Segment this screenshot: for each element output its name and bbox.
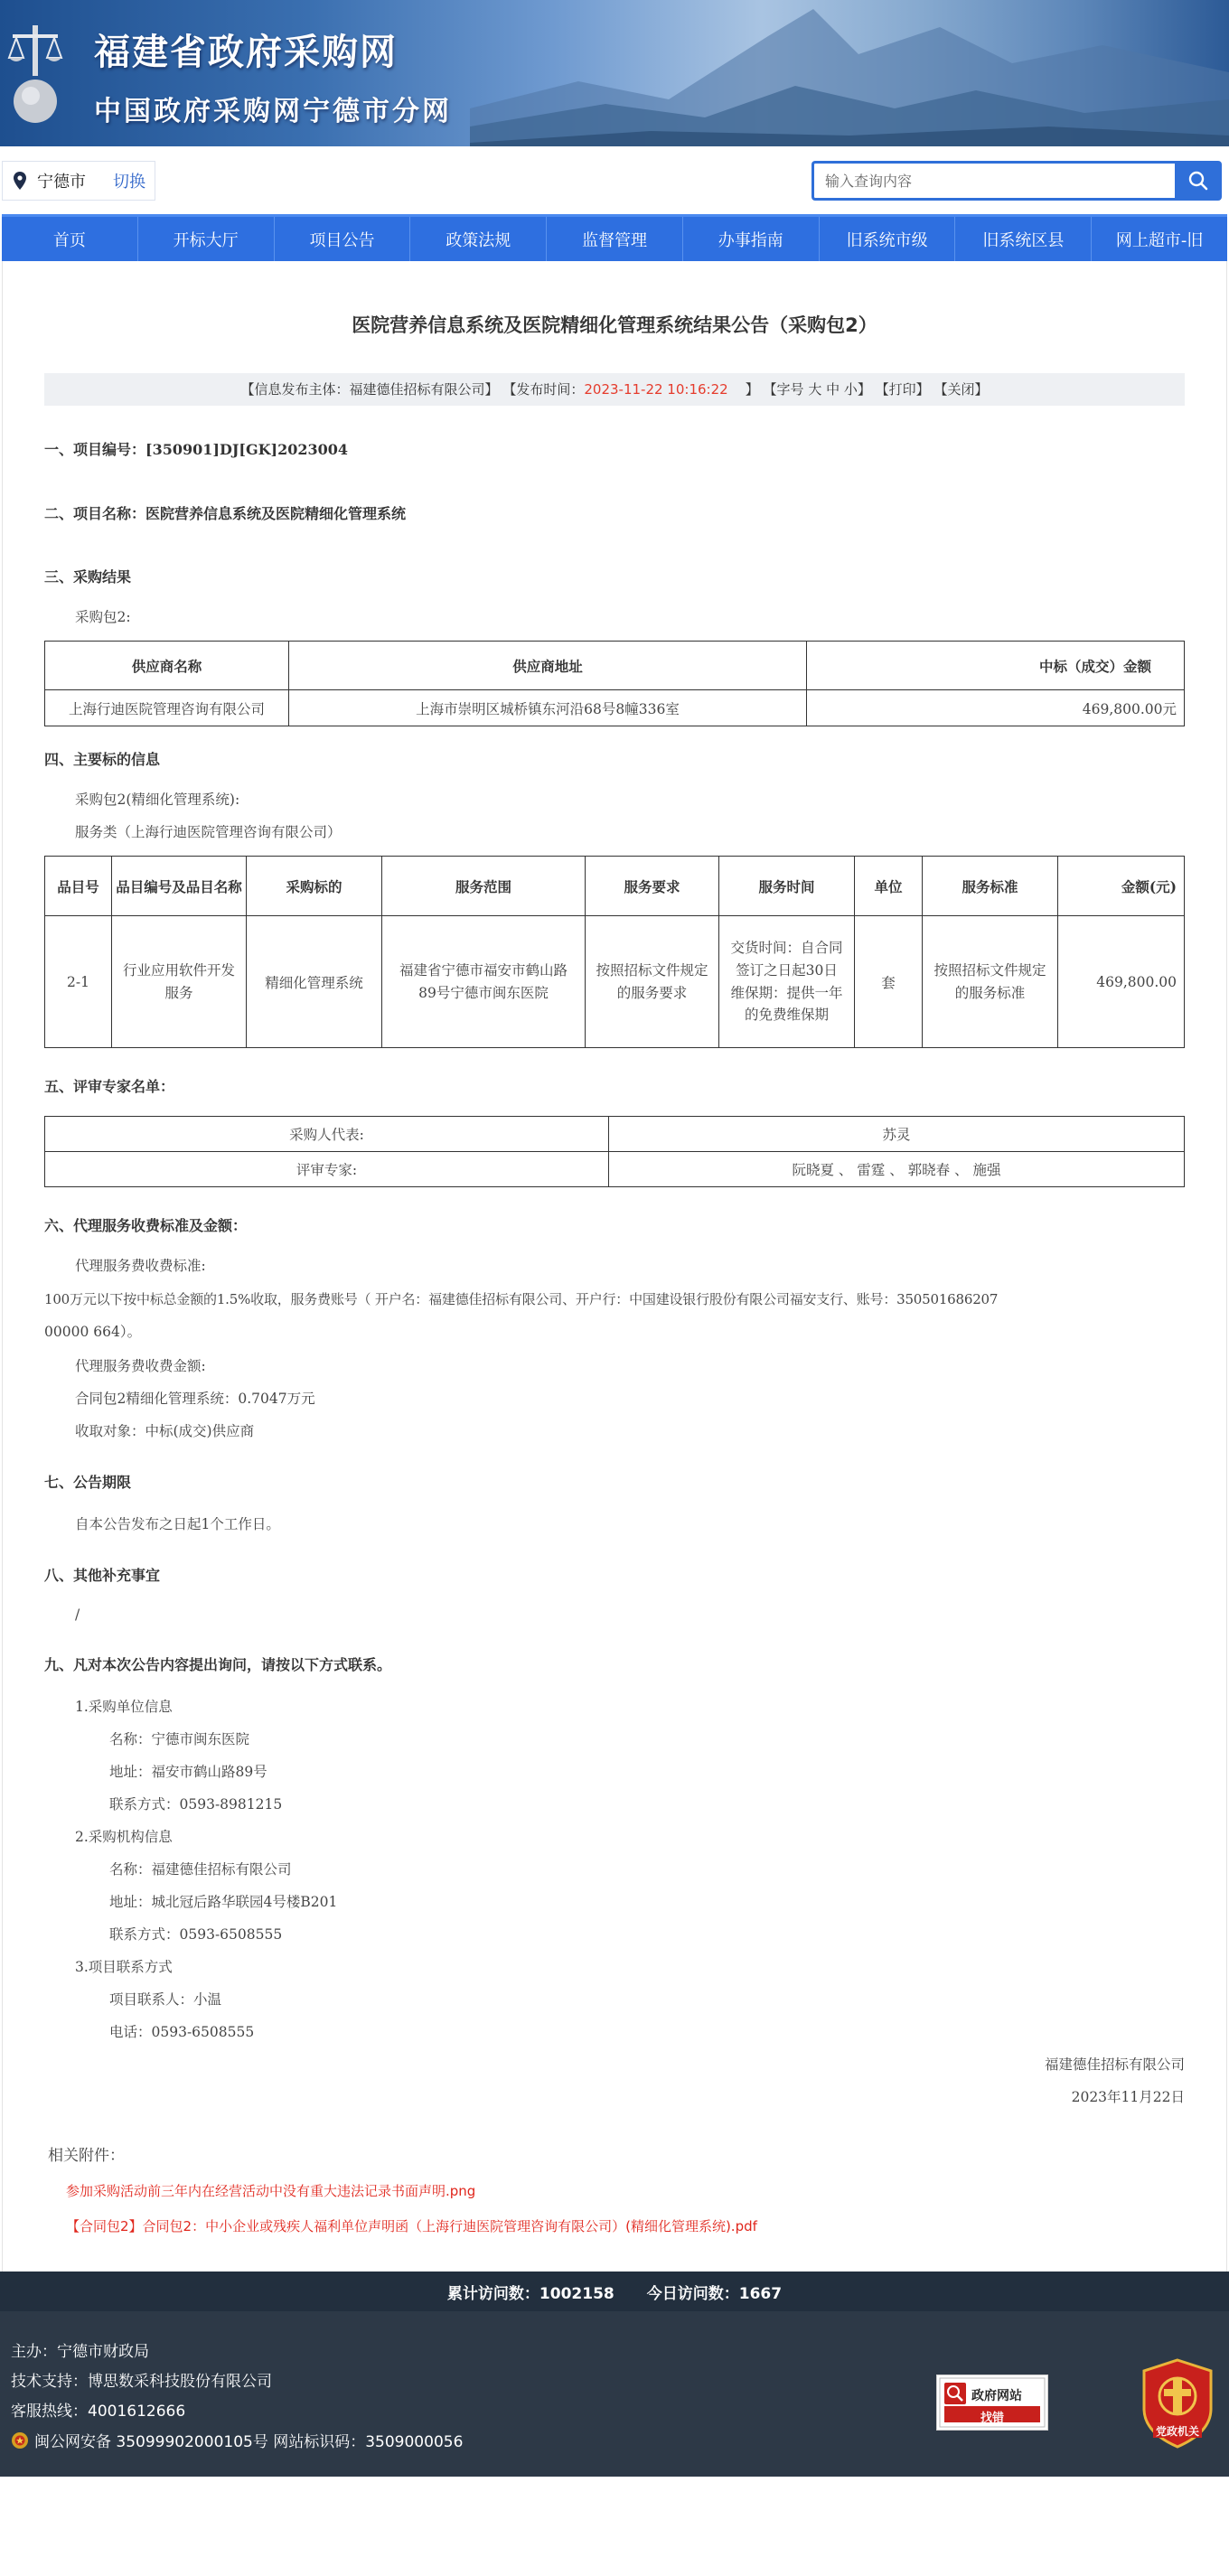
item-target: 精细化管理系统 xyxy=(247,916,382,1048)
contact-project-person: 项目联系人：小温 xyxy=(109,1991,222,2008)
table-row xyxy=(45,916,1185,1048)
expert-role: 采购人代表: xyxy=(45,1117,609,1152)
footer-host: 主办：宁德市财政局 xyxy=(11,2343,149,2361)
table-row xyxy=(45,690,1185,726)
party-badge-text: 党政机关 xyxy=(1155,2425,1199,2438)
nav-policies[interactable]: 政策法规 xyxy=(410,217,547,261)
contact-agency-name: 名称：福建德佳招标有限公司 xyxy=(109,1861,292,1878)
notice-meta-bar xyxy=(44,373,1185,406)
main-nav xyxy=(2,214,1227,261)
signature-org: 福建德佳招标有限公司 xyxy=(1044,2056,1185,2073)
visits-total: 累计访问数：1002158 xyxy=(446,2284,614,2303)
police-badge-icon xyxy=(11,2431,29,2450)
item-no: 2-1 xyxy=(45,916,112,1048)
publisher-label: 【信息发布主体：福建德佳招标有限公司】 xyxy=(240,381,499,398)
visits-today: 今日访问数：1667 xyxy=(646,2284,783,2303)
site-footer xyxy=(0,2311,1229,2477)
search-icon xyxy=(1188,171,1208,191)
col-amount: 金额(元) xyxy=(1058,857,1185,916)
footer-icp[interactable] xyxy=(11,2429,463,2451)
section-fee-heading: 六、代理服务收费标准及金额： xyxy=(44,1217,248,1234)
col-unit: 单位 xyxy=(855,857,923,916)
fee-standard-text: 100万元以下按中标总金额的1.5%收取，服务费账号（ 开户名：福建德佳招标有限公司、开户行：中国建设银行股份有限公司福安支行、账号：350501686207 xyxy=(44,1291,999,1307)
section-experts-heading: 五、评审专家名单： xyxy=(44,1078,175,1095)
fee-standard-text-cont: 00000 664）。 xyxy=(44,1324,142,1340)
col-item-no: 品目号 xyxy=(45,857,112,916)
section-project-name: 二、项目名称：医院营养信息系统及医院精细化管理系统 xyxy=(44,505,407,522)
site-banner xyxy=(0,0,1229,146)
items-table-header xyxy=(45,857,1185,916)
contact-agency-phone: 联系方式：0593-6508555 xyxy=(109,1926,283,1943)
party-organ-badge[interactable] xyxy=(1140,2358,1215,2449)
contact-project-phone: 电话：0593-6508555 xyxy=(109,2024,255,2040)
fee-amount-value: 合同包2精细化管理系统：0.7047万元 xyxy=(75,1391,315,1407)
publish-time-close: 】 xyxy=(745,381,759,398)
col-service-scope: 服务范围 xyxy=(382,857,586,916)
expert-role: 评审专家: xyxy=(45,1152,609,1187)
font-size-controls[interactable]: 【字号 大 中 小】 xyxy=(763,381,871,398)
nav-bid-hall[interactable]: 开标大厅 xyxy=(138,217,275,261)
fee-payer: 收取对象：中标(成交)供应商 xyxy=(75,1423,255,1439)
footer-icp-text: 闽公网安备 35099902000105号 网站标识码：3509000056 xyxy=(34,2433,464,2451)
experts-table xyxy=(44,1116,1185,1187)
nav-guide[interactable]: 办事指南 xyxy=(683,217,820,261)
fee-amount-label: 代理服务费收费金额: xyxy=(75,1358,206,1374)
bid-amount: 469,800.00元 xyxy=(807,690,1185,726)
signature-date: 2023年11月22日 xyxy=(1071,2089,1185,2105)
nav-supervision[interactable]: 监督管理 xyxy=(547,217,683,261)
contact-agency-heading: 2.采购机构信息 xyxy=(75,1829,173,1845)
attachment-link-1[interactable]: 参加采购活动前三年内在经营活动中没有重大违法记录书面声明.png xyxy=(66,2183,476,2199)
footer-support: 技术支持：博思数采科技股份有限公司 xyxy=(11,2373,272,2391)
nav-home[interactable]: 首页 xyxy=(2,217,138,261)
contact-buyer-phone: 联系方式：0593-8981215 xyxy=(109,1796,283,1813)
item-service-req: 按照招标文件规定的服务要求 xyxy=(586,916,719,1048)
mountain-scenery xyxy=(470,0,1229,146)
location-pin-icon xyxy=(14,172,26,190)
section-project-number: 一、项目编号：[350901]DJ[GK]2023004 xyxy=(44,441,349,458)
section-other-heading: 八、其他补充事宜 xyxy=(44,1567,161,1584)
item-unit: 套 xyxy=(855,916,923,1048)
close-link[interactable]: 【关闭】 xyxy=(933,381,989,398)
col-service-time: 服务时间 xyxy=(719,857,855,916)
items-service-type: 服务类（上海行迪医院管理咨询有限公司） xyxy=(75,824,342,840)
section-result-heading: 三、采购结果 xyxy=(44,568,132,585)
attachments-label: 相关附件： xyxy=(48,2147,125,2165)
col-target: 采购标的 xyxy=(247,857,382,916)
nav-old-city[interactable]: 旧系统市级 xyxy=(820,217,956,261)
item-service-time: 交货时间：自合同签订之日起30日 维保期：提供一年的免费维保期 xyxy=(719,916,855,1048)
publish-time-label: 【发布时间： xyxy=(502,381,585,398)
switch-city-link[interactable]: 切换 xyxy=(113,173,145,192)
item-service-std: 按照招标文件规定的服务标准 xyxy=(923,916,1058,1048)
publish-time-value: 2023-11-22 10:16:22 xyxy=(584,381,728,398)
supplier-address: 上海市崇明区城桥镇东河沿68号8幢336室 xyxy=(289,690,807,726)
items-package-label: 采购包2(精细化管理系统): xyxy=(75,792,240,808)
col-bid-amount: 中标（成交）金额 xyxy=(807,642,1185,690)
nav-project-notices[interactable]: 项目公告 xyxy=(275,217,411,261)
expert-names: 阮晓夏 、 雷霆 、 郭晓春 、 施强 xyxy=(609,1152,1185,1187)
justice-emblem-icon xyxy=(7,22,63,130)
search-box xyxy=(812,161,1222,201)
attachment-link-2[interactable]: 【合同包2】合同包2：中小企业或残疾人福利单位声明函（上海行迪医院管理咨询有限公司）(精细化管理系统).pdf xyxy=(66,2218,757,2234)
visit-counter-bar xyxy=(0,2272,1229,2311)
gov-badge-top-text: 政府网站 xyxy=(971,2389,1022,2403)
city-selector[interactable] xyxy=(2,161,155,201)
nav-old-mall[interactable]: 网上超市-旧 xyxy=(1115,230,1204,250)
site-title: 福建省政府采购网 xyxy=(94,32,398,73)
expert-names: 苏灵 xyxy=(609,1117,1185,1152)
section-contact-heading: 九、凡对本次公告内容提出询问，请按以下方式联系。 xyxy=(44,1656,392,1673)
supplier-name: 上海行迪医院管理咨询有限公司 xyxy=(45,690,289,726)
gov-site-error-badge[interactable] xyxy=(936,2375,1048,2431)
section-period-heading: 七、公告期限 xyxy=(44,1474,132,1491)
search-input[interactable] xyxy=(812,161,1175,201)
contact-buyer-name: 名称：宁德市闽东医院 xyxy=(109,1731,250,1747)
result-table xyxy=(44,641,1185,726)
col-service-std: 服务标准 xyxy=(923,857,1058,916)
items-table xyxy=(44,856,1185,1048)
period-text: 自本公告发布之日起1个工作日。 xyxy=(75,1516,280,1532)
location-search-bar xyxy=(0,146,1229,214)
contact-buyer-address: 地址：福安市鹤山路89号 xyxy=(109,1764,267,1780)
gov-badge-bottom-text: 找错 xyxy=(980,2412,1004,2425)
section-items-heading: 四、主要标的信息 xyxy=(44,751,161,768)
other-text: / xyxy=(75,1606,80,1623)
contact-buyer-heading: 1.采购单位信息 xyxy=(75,1699,173,1715)
col-item-name: 品目编号及品目名称 xyxy=(112,857,247,916)
table-row xyxy=(45,1117,1185,1152)
notice-content xyxy=(2,261,1227,2272)
site-subtitle: 中国政府采购网宁德市分网 xyxy=(94,96,452,127)
result-package-label: 采购包2: xyxy=(75,609,131,625)
contact-project-heading: 3.项目联系方式 xyxy=(75,1959,173,1975)
contact-agency-address: 地址：城北冠后路华联园4号楼B201 xyxy=(109,1894,338,1910)
result-table-header xyxy=(45,642,1185,690)
item-name: 行业应用软件开发服务 xyxy=(112,916,247,1048)
nav-old-county[interactable]: 旧系统区县 xyxy=(955,217,1092,261)
city-name: 宁德市 xyxy=(37,173,86,192)
notice-title: 医院营养信息系统及医院精细化管理系统结果公告（采购包2） xyxy=(352,314,877,336)
footer-hotline: 客服热线：4001612666 xyxy=(11,2403,186,2421)
item-service-scope: 福建省宁德市福安市鹤山路89号宁德市闽东医院 xyxy=(382,916,586,1048)
search-button[interactable] xyxy=(1175,161,1222,201)
col-service-req: 服务要求 xyxy=(586,857,719,916)
fee-standard-label: 代理服务费收费标准: xyxy=(75,1258,206,1274)
table-row xyxy=(45,1152,1185,1187)
print-link[interactable]: 【打印】 xyxy=(875,381,930,398)
col-supplier-name: 供应商名称 xyxy=(45,642,289,690)
col-supplier-address: 供应商地址 xyxy=(289,642,807,690)
item-amount: 469,800.00 xyxy=(1058,916,1185,1048)
